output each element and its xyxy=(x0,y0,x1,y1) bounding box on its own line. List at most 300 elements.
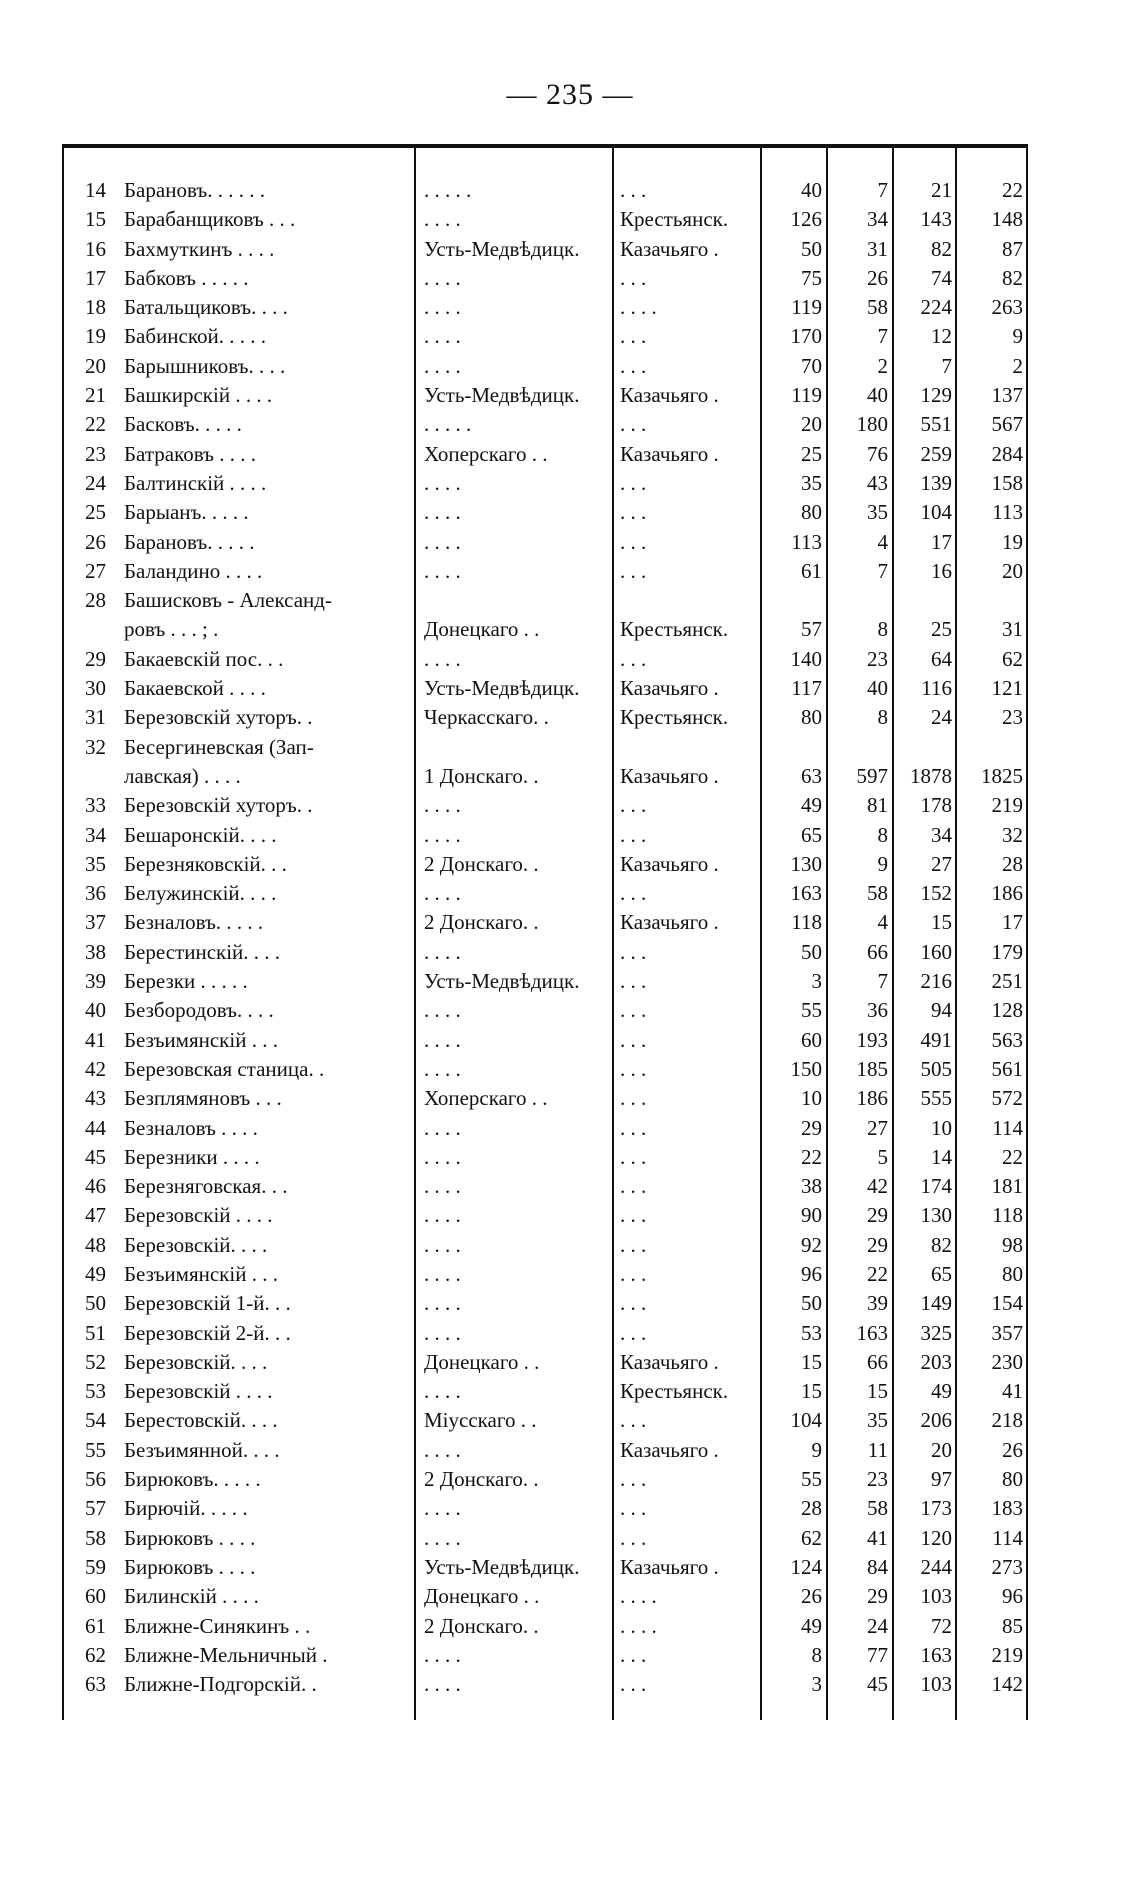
value-b: 66 xyxy=(867,939,888,964)
value-d: 80 xyxy=(1002,1261,1023,1286)
settlement-name: Березовская станица. . xyxy=(124,1056,325,1081)
table-row xyxy=(62,1114,1028,1143)
settlement-kind: . . . xyxy=(620,1261,647,1286)
row-number: 39 xyxy=(85,969,106,994)
table-row xyxy=(62,1348,1028,1377)
value-c: 120 xyxy=(920,1525,952,1550)
value-c: 551 xyxy=(920,412,952,437)
district: . . . . xyxy=(424,470,461,495)
settlement-name: Бакаевскій пос. . . xyxy=(124,646,284,671)
value-a: 40 xyxy=(801,178,822,202)
settlement-name: Белужинскій. . . . xyxy=(124,881,277,906)
district: . . . . xyxy=(424,324,461,349)
value-d: 32 xyxy=(1002,822,1023,847)
value-a: 3 xyxy=(811,969,822,994)
table-row xyxy=(62,293,1028,322)
value-b: 81 xyxy=(867,793,888,818)
table-row xyxy=(62,176,1028,205)
settlement-name: Барановъ. . . . . . xyxy=(124,178,265,202)
row-number: 29 xyxy=(85,646,106,671)
settlement-name: Батальщиковъ. . . . xyxy=(124,295,288,320)
settlement-name: Березники . . . . xyxy=(124,1144,260,1169)
settlement-name: Бабинской. . . . . xyxy=(124,324,266,349)
row-number: 62 xyxy=(85,1642,106,1667)
value-b: 36 xyxy=(867,998,888,1023)
table-row xyxy=(62,1406,1028,1435)
value-a: 57 xyxy=(801,617,822,642)
value-c: 12 xyxy=(931,324,952,349)
value-a: 26 xyxy=(801,1584,822,1609)
value-a: 60 xyxy=(801,1027,822,1052)
settlement-name: ровъ . . . ; . xyxy=(124,617,219,642)
settlement-kind: . . . xyxy=(620,998,647,1023)
value-d: 26 xyxy=(1002,1437,1023,1462)
value-a: 8 xyxy=(811,1642,822,1667)
value-a: 55 xyxy=(801,998,822,1023)
value-a: 35 xyxy=(801,470,822,495)
value-c: 27 xyxy=(931,851,952,876)
value-d: 87 xyxy=(1002,236,1023,261)
value-c: 14 xyxy=(931,1144,952,1169)
value-b: 29 xyxy=(867,1584,888,1609)
value-c: 94 xyxy=(931,998,952,1023)
value-a: 140 xyxy=(790,646,822,671)
table-row xyxy=(62,674,1028,703)
settlement-kind: Крестьянск. xyxy=(620,705,729,730)
settlement-kind: . . . xyxy=(620,1115,647,1140)
row-number: 45 xyxy=(85,1144,106,1169)
settlement-name: Башкирскій . . . . xyxy=(124,383,273,408)
value-d: 218 xyxy=(991,1408,1023,1433)
value-d: 572 xyxy=(991,1086,1023,1111)
value-d: 121 xyxy=(991,676,1023,701)
district: . . . . . xyxy=(424,412,472,437)
district: . . . . xyxy=(424,998,461,1023)
table-row xyxy=(62,1670,1028,1699)
value-d: 113 xyxy=(992,500,1023,525)
value-a: 75 xyxy=(801,265,822,290)
row-number: 63 xyxy=(85,1672,106,1697)
table-row xyxy=(62,586,1028,615)
row-number: 23 xyxy=(85,441,106,466)
settlement-kind: . . . xyxy=(620,881,647,906)
row-number: 47 xyxy=(85,1203,106,1228)
table-row xyxy=(62,850,1028,879)
value-a: 22 xyxy=(801,1144,822,1169)
value-c: 64 xyxy=(931,646,952,671)
value-d: 62 xyxy=(1002,646,1023,671)
table-row xyxy=(62,791,1028,820)
value-a: 55 xyxy=(801,1467,822,1492)
value-c: 216 xyxy=(920,969,952,994)
value-d: 85 xyxy=(1002,1613,1023,1638)
district: . . . . xyxy=(424,207,461,232)
value-b: 29 xyxy=(867,1232,888,1257)
value-b: 8 xyxy=(877,617,888,642)
table-row xyxy=(62,1319,1028,1348)
value-d: 284 xyxy=(991,441,1023,466)
value-a: 92 xyxy=(801,1232,822,1257)
settlement-kind: . . . xyxy=(620,1467,647,1492)
district: Усть-Медвѣдицк. xyxy=(424,676,580,701)
value-d: 137 xyxy=(991,383,1023,408)
value-a: 49 xyxy=(801,1613,822,1638)
settlement-name: Березовскій 2-й. . . xyxy=(124,1320,291,1345)
value-b: 43 xyxy=(867,470,888,495)
district: Усть-Медвѣдицк. xyxy=(424,969,580,994)
row-number: 27 xyxy=(85,558,106,583)
settlement-kind: . . . xyxy=(620,1056,647,1081)
value-b: 23 xyxy=(867,646,888,671)
value-b: 8 xyxy=(877,822,888,847)
row-number: 28 xyxy=(85,588,106,613)
value-b: 35 xyxy=(867,1408,888,1433)
settlement-name: Березовскій. . . . xyxy=(124,1232,268,1257)
settlement-kind: . . . xyxy=(620,1232,647,1257)
row-number: 21 xyxy=(85,383,106,408)
table-row xyxy=(62,703,1028,732)
value-a: 96 xyxy=(801,1261,822,1286)
value-c: 17 xyxy=(931,529,952,554)
value-c: 174 xyxy=(920,1174,952,1199)
value-b: 7 xyxy=(877,969,888,994)
settlement-kind: . . . . xyxy=(620,1584,657,1609)
table-row xyxy=(62,821,1028,850)
value-d: 183 xyxy=(991,1496,1023,1521)
district: . . . . xyxy=(424,939,461,964)
value-c: 34 xyxy=(931,822,952,847)
value-a: 15 xyxy=(801,1379,822,1404)
settlement-kind: . . . xyxy=(620,1642,647,1667)
value-c: 7 xyxy=(941,353,952,378)
table-row xyxy=(62,381,1028,410)
value-d: 9 xyxy=(1012,324,1023,349)
settlement-kind: . . . xyxy=(620,558,647,583)
value-d: 186 xyxy=(991,881,1023,906)
value-c: 129 xyxy=(920,383,952,408)
settlement-kind: . . . xyxy=(620,1291,647,1316)
value-c: 130 xyxy=(920,1203,952,1228)
value-a: 65 xyxy=(801,822,822,847)
district: Міусскаго . . xyxy=(424,1408,537,1433)
settlement-kind: Казачьяго . xyxy=(620,1349,719,1374)
settlement-name: лавская) . . . . xyxy=(124,763,241,788)
settlement-name: Берестовскій. . . . xyxy=(124,1408,278,1433)
value-a: 104 xyxy=(790,1408,822,1433)
value-c: 491 xyxy=(920,1027,952,1052)
district: . . . . xyxy=(424,646,461,671)
value-a: 117 xyxy=(791,676,822,701)
settlement-name: Бирюковъ. . . . . xyxy=(124,1467,261,1492)
settlement-name: Ближне-Синякинъ . . xyxy=(124,1613,311,1638)
district: 2 Донскаго. . xyxy=(424,910,539,935)
value-c: 15 xyxy=(931,910,952,935)
value-b: 39 xyxy=(867,1291,888,1316)
settlement-name: Барышниковъ. . . . xyxy=(124,353,286,378)
row-number: 43 xyxy=(85,1086,106,1111)
district: Донецкаго . . xyxy=(424,617,540,642)
value-b: 24 xyxy=(867,1613,888,1638)
value-b: 76 xyxy=(867,441,888,466)
table-row xyxy=(62,322,1028,351)
settlement-kind: . . . . xyxy=(620,295,657,320)
value-b: 7 xyxy=(877,178,888,202)
settlement-kind: Казачьяго . xyxy=(620,1554,719,1579)
settlement-name: Басковъ. . . . . xyxy=(124,412,242,437)
district: . . . . xyxy=(424,1437,461,1462)
value-d: 19 xyxy=(1002,529,1023,554)
table-row xyxy=(62,1143,1028,1172)
table-row xyxy=(62,264,1028,293)
table-top-rule xyxy=(62,144,1028,148)
value-b: 180 xyxy=(856,412,888,437)
value-b: 58 xyxy=(867,295,888,320)
district: . . . . xyxy=(424,1115,461,1140)
table-row xyxy=(62,205,1028,234)
value-a: 124 xyxy=(790,1554,822,1579)
row-number: 53 xyxy=(85,1379,106,1404)
row-number: 59 xyxy=(85,1554,106,1579)
value-d: 22 xyxy=(1002,178,1023,202)
row-number: 20 xyxy=(85,353,106,378)
row-number: 24 xyxy=(85,470,106,495)
table-row xyxy=(62,645,1028,674)
row-number: 16 xyxy=(85,236,106,261)
row-number: 19 xyxy=(85,324,106,349)
value-c: 104 xyxy=(920,500,952,525)
district: . . . . xyxy=(424,1379,461,1404)
settlement-kind: . . . xyxy=(620,969,647,994)
value-a: 50 xyxy=(801,1291,822,1316)
table-row xyxy=(62,1026,1028,1055)
value-a: 80 xyxy=(801,500,822,525)
value-b: 7 xyxy=(877,558,888,583)
value-c: 244 xyxy=(920,1554,952,1579)
row-number: 61 xyxy=(85,1613,106,1638)
table-row xyxy=(62,1289,1028,1318)
value-a: 53 xyxy=(801,1320,822,1345)
table-row xyxy=(62,498,1028,527)
row-number: 40 xyxy=(85,998,106,1023)
table-row xyxy=(62,352,1028,381)
settlement-name: Бабковъ . . . . . xyxy=(124,265,249,290)
district: Донецкаго . . xyxy=(424,1349,540,1374)
value-b: 7 xyxy=(877,324,888,349)
settlement-name: Бирюковъ . . . . xyxy=(124,1525,256,1550)
settlement-name: Безъимянскій . . . xyxy=(124,1261,278,1286)
row-number: 41 xyxy=(85,1027,106,1052)
table-row xyxy=(62,528,1028,557)
value-b: 27 xyxy=(867,1115,888,1140)
value-d: 181 xyxy=(991,1174,1023,1199)
value-c: 72 xyxy=(931,1613,952,1638)
row-number: 46 xyxy=(85,1174,106,1199)
district: . . . . xyxy=(424,295,461,320)
settlement-name: Бесергиневская (Зап- xyxy=(124,734,314,759)
district: . . . . xyxy=(424,1144,461,1169)
value-c: 10 xyxy=(931,1115,952,1140)
value-b: 66 xyxy=(867,1349,888,1374)
table-row xyxy=(62,733,1028,762)
value-c: 82 xyxy=(931,236,952,261)
district: . . . . xyxy=(424,558,461,583)
value-d: 251 xyxy=(991,969,1023,994)
settlement-kind: . . . xyxy=(620,1203,647,1228)
value-b: 193 xyxy=(856,1027,888,1052)
settlement-kind: . . . xyxy=(620,793,647,818)
value-b: 40 xyxy=(867,383,888,408)
value-c: 505 xyxy=(920,1056,952,1081)
row-number: 56 xyxy=(85,1467,106,1492)
settlement-kind: Казачьяго . xyxy=(620,236,719,261)
settlement-kind: . . . xyxy=(620,470,647,495)
table-row xyxy=(62,1055,1028,1084)
table-row xyxy=(62,762,1028,791)
value-c: 103 xyxy=(920,1672,952,1697)
value-b: 58 xyxy=(867,881,888,906)
district: . . . . xyxy=(424,1027,461,1052)
table-row xyxy=(62,1377,1028,1406)
settlement-name: Барыанъ. . . . . xyxy=(124,500,249,525)
value-c: 74 xyxy=(931,265,952,290)
settlement-kind: Казачьяго . xyxy=(620,851,719,876)
value-c: 103 xyxy=(920,1584,952,1609)
value-d: 20 xyxy=(1002,558,1023,583)
settlement-name: Билинскій . . . . xyxy=(124,1584,259,1609)
settlement-kind: . . . xyxy=(620,500,647,525)
value-a: 80 xyxy=(801,705,822,730)
value-a: 90 xyxy=(801,1203,822,1228)
settlement-name: Бирюковъ . . . . xyxy=(124,1554,256,1579)
value-b: 22 xyxy=(867,1261,888,1286)
table-row xyxy=(62,1582,1028,1611)
settlement-name: Баландино . . . . xyxy=(124,558,263,583)
settlement-kind: Казачьяго . xyxy=(620,763,719,788)
settlement-name: Батраковъ . . . . xyxy=(124,441,256,466)
value-d: 219 xyxy=(991,793,1023,818)
value-b: 58 xyxy=(867,1496,888,1521)
district: . . . . xyxy=(424,1056,461,1081)
value-c: 224 xyxy=(920,295,952,320)
settlement-name: Березовскій. . . . xyxy=(124,1349,268,1374)
value-b: 4 xyxy=(877,910,888,935)
table-row xyxy=(62,557,1028,586)
settlement-kind: Казачьяго . xyxy=(620,676,719,701)
settlement-name: Ближне-Подгорскій. . xyxy=(124,1672,317,1697)
table-row xyxy=(62,1641,1028,1670)
settlement-name: Березовскій . . . . xyxy=(124,1379,273,1404)
settlement-name: Бешаронскій. . . . xyxy=(124,822,277,847)
district: . . . . xyxy=(424,265,461,290)
value-b: 77 xyxy=(867,1642,888,1667)
settlement-name: Березняговская. . . xyxy=(124,1174,288,1199)
settlement-table xyxy=(62,144,1028,1720)
district: . . . . xyxy=(424,1672,461,1697)
value-c: 82 xyxy=(931,1232,952,1257)
row-number: 30 xyxy=(85,676,106,701)
settlement-kind: . . . xyxy=(620,265,647,290)
value-c: 116 xyxy=(921,676,952,701)
value-d: 263 xyxy=(991,295,1023,320)
row-number: 42 xyxy=(85,1056,106,1081)
row-number: 31 xyxy=(85,705,106,730)
value-d: 154 xyxy=(991,1291,1023,1316)
value-d: 561 xyxy=(991,1056,1023,1081)
value-c: 16 xyxy=(931,558,952,583)
value-a: 70 xyxy=(801,353,822,378)
settlement-name: Безналовъ . . . . xyxy=(124,1115,258,1140)
table-row xyxy=(62,615,1028,644)
district: . . . . xyxy=(424,1232,461,1257)
settlement-kind: . . . xyxy=(620,324,647,349)
value-a: 20 xyxy=(801,412,822,437)
value-d: 563 xyxy=(991,1027,1023,1052)
table-row xyxy=(62,1465,1028,1494)
district: . . . . xyxy=(424,1291,461,1316)
value-d: 567 xyxy=(991,412,1023,437)
value-d: 357 xyxy=(991,1320,1023,1345)
value-d: 96 xyxy=(1002,1584,1023,1609)
settlement-kind: . . . xyxy=(620,529,647,554)
value-a: 15 xyxy=(801,1349,822,1374)
value-d: 22 xyxy=(1002,1144,1023,1169)
row-number: 57 xyxy=(85,1496,106,1521)
value-b: 4 xyxy=(877,529,888,554)
value-c: 49 xyxy=(931,1379,952,1404)
value-b: 29 xyxy=(867,1203,888,1228)
value-a: 126 xyxy=(790,207,822,232)
row-number: 38 xyxy=(85,939,106,964)
value-a: 50 xyxy=(801,236,822,261)
row-number: 32 xyxy=(85,734,106,759)
value-c: 206 xyxy=(920,1408,952,1433)
value-b: 5 xyxy=(877,1144,888,1169)
value-b: 9 xyxy=(877,851,888,876)
value-d: 41 xyxy=(1002,1379,1023,1404)
settlement-kind: . . . xyxy=(620,178,647,202)
value-b: 84 xyxy=(867,1554,888,1579)
value-a: 28 xyxy=(801,1496,822,1521)
value-d: 82 xyxy=(1002,265,1023,290)
table-row xyxy=(62,908,1028,937)
table-row xyxy=(62,410,1028,439)
settlement-name: Безплямяновъ . . . xyxy=(124,1086,282,1111)
district: Хоперскаго . . xyxy=(424,1086,548,1111)
value-a: 63 xyxy=(801,763,822,788)
value-c: 163 xyxy=(920,1642,952,1667)
settlement-kind: Крестьянск. xyxy=(620,617,729,642)
settlement-kind: Казачьяго . xyxy=(620,1437,719,1462)
value-c: 152 xyxy=(920,881,952,906)
table-rows xyxy=(62,176,1028,1699)
value-a: 9 xyxy=(811,1437,822,1462)
settlement-name: Берестинскій. . . . xyxy=(124,939,281,964)
settlement-kind: . . . xyxy=(620,353,647,378)
row-number: 50 xyxy=(85,1291,106,1316)
settlement-name: Березняковскій. . . xyxy=(124,851,287,876)
table-row xyxy=(62,1201,1028,1230)
value-b: 41 xyxy=(867,1525,888,1550)
settlement-name: Бахмуткинъ . . . . xyxy=(124,236,275,261)
table-row xyxy=(62,235,1028,264)
settlement-name: Безбородовъ. . . . xyxy=(124,998,274,1023)
district: . . . . xyxy=(424,500,461,525)
value-d: 230 xyxy=(991,1349,1023,1374)
value-a: 25 xyxy=(801,441,822,466)
row-number: 52 xyxy=(85,1349,106,1374)
value-a: 130 xyxy=(790,851,822,876)
table-row xyxy=(62,996,1028,1025)
